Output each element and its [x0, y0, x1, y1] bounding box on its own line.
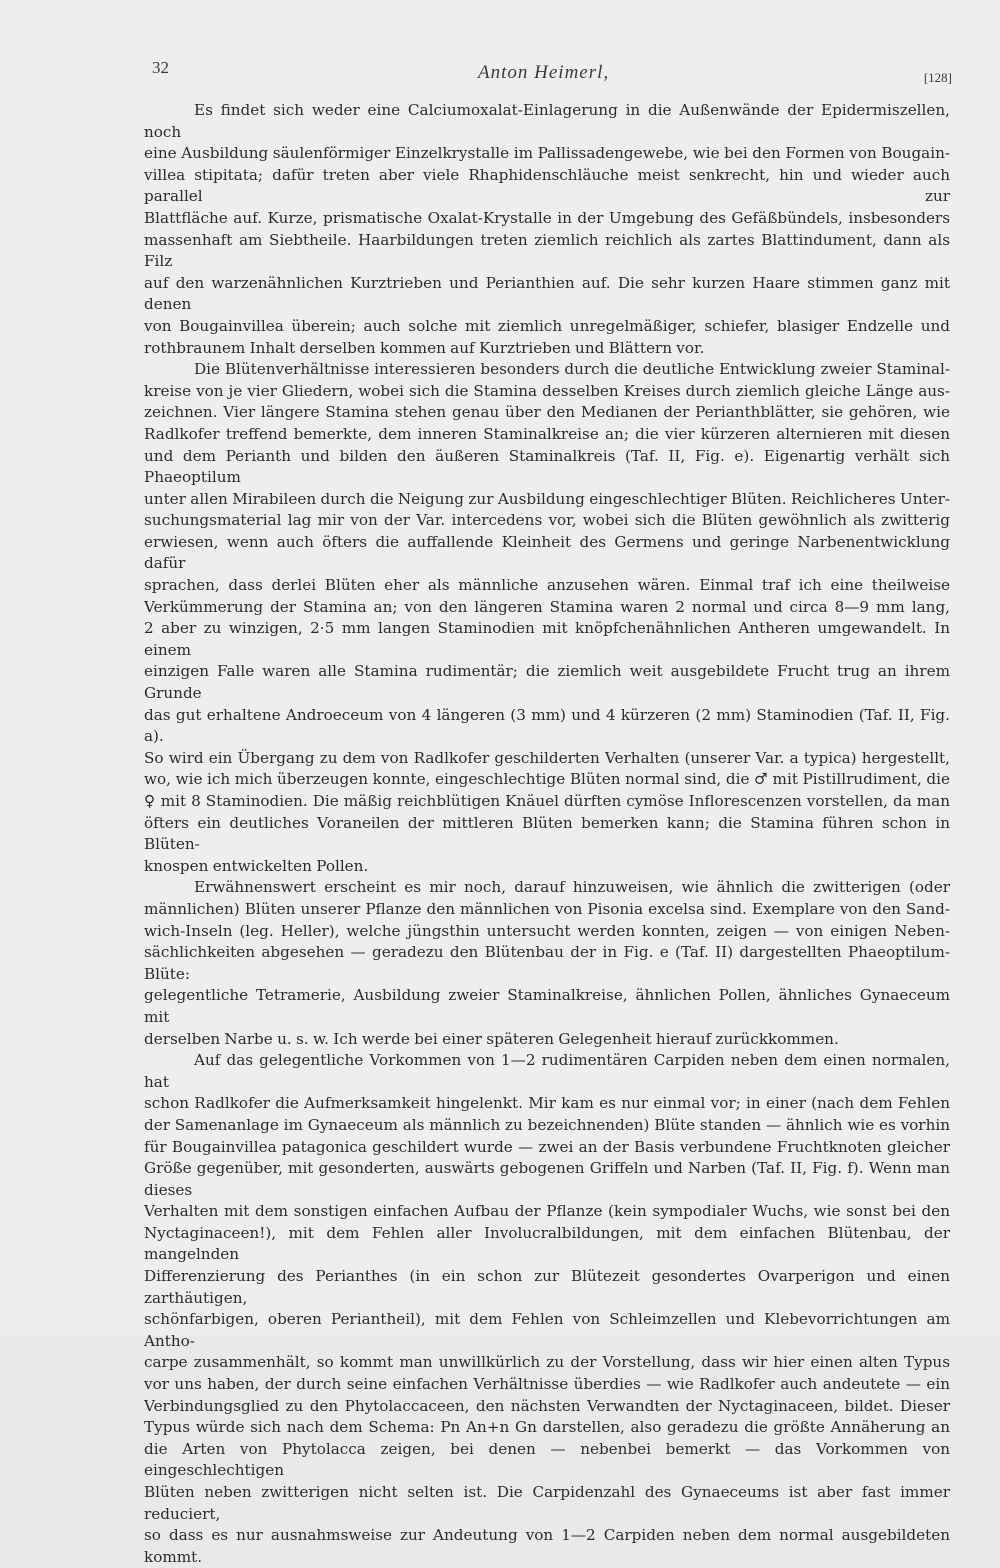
body-text	[144, 100, 950, 1568]
paragraph-4	[144, 1050, 950, 1568]
text-line: das gut erhaltene Androeceum von 4 längeren (3 mm) und 4 kürzeren (2 mm) Staminodien (Taf. II, Fig. a).	[144, 705, 950, 746]
text-line: carpe zusammenhält, so kommt man unwillkürlich zu der Vorstellung, dass wir hier einen alten Typus	[144, 1353, 950, 1372]
running-head-author: Anton Heimerl,	[478, 62, 610, 83]
text-line: Blattfläche auf. Kurze, prismatische Oxalat-Krystalle in der Umgebung des Gefäßbündels, insbesonders	[144, 208, 950, 227]
text-line: für Bougainvillea patagonica geschildert wurde — zwei an der Basis verbundene Fruchtknoten gleicher	[144, 1137, 950, 1156]
paragraph-3	[144, 877, 950, 1050]
text-line: rothbraunem Inhalt derselben kommen auf Kurztrieben und Blättern vor.	[144, 338, 705, 357]
text-line: eine Ausbildung säulenförmiger Einzelkrystalle im Pallissadengewebe, wie bei den Formen von Bougain-	[144, 144, 950, 163]
text-line: die Arten von Phytolacca zeigen, bei denen — nebenbei bemerkt — das Vorkommen von eingeschlechtigen	[144, 1439, 950, 1480]
text-line: ♀ mit 8 Staminodien. Die mäßig reichblütigen Knäuel dürften cymöse Inflorescenzen vorstellen, da man	[144, 792, 950, 810]
text-line: der Samenanlage im Gynaeceum als männlich zu bezeichnenden) Blüte standen — ähnlich wie es vorhin	[144, 1115, 950, 1134]
text-line: und dem Perianth und bilden den äußeren Staminalkreis (Taf. II, Fig. e). Eigenartig verhält sich Phaeoptilum	[144, 446, 950, 487]
text-line: 2 aber zu winzigen, 2·5 mm langen Staminodien mit knöpfchenähnlichen Antheren umgewandelt. In einem	[144, 619, 950, 659]
text-line: Es findet sich weder eine Calciumoxalat-Einlagerung in die Außenwände der Epidermiszellen, noch	[144, 101, 950, 141]
text-line: Auf das gelegentliche Vorkommen von 1—2 rudimentären Carpiden neben dem einen normalen, hat	[144, 1051, 950, 1091]
text-line: erwiesen, wenn auch öfters die auffallende Kleinheit des Germens und geringe Narbenentwicklung dafür	[144, 532, 950, 573]
text-line: Nyctaginaceen!), mit dem Fehlen aller Involucralbildungen, mit dem einfachen Blütenbau, der mangelnden	[144, 1223, 950, 1264]
text-line: sprachen, dass derlei Blüten eher als männliche anzusehen wären. Einmal traf ich eine theilweise	[144, 576, 950, 595]
text-line: wich-Inseln (leg. Heller), welche jüngsthin untersucht werden konnten, zeigen — von einigen Neben-	[144, 921, 950, 940]
text-line: so dass es nur ausnahmsweise zur Andeutung von 1—2 Carpiden neben dem normal ausgebildeten kommt.	[144, 1526, 950, 1566]
text-line: Die Blütenverhältnisse interessieren besonders durch die deutliche Entwicklung zweier Staminal-	[194, 360, 950, 379]
text-line: schon Radlkofer die Aufmerksamkeit hingelenkt. Mir kam es nur einmal vor; in einer (nach dem Fehlen	[144, 1094, 950, 1113]
text-line: villea stipitata; dafür treten aber viele Rhaphidenschläuche meist senkrecht, hin und wieder auch parallel zur	[144, 165, 950, 206]
paragraph-2	[144, 359, 950, 877]
text-line: Größe gegenüber, mit gesonderten, auswärts gebogenen Griffeln und Narben (Taf. II, Fig. f). Wenn man dieses	[144, 1159, 950, 1199]
text-line: Verkümmerung der Stamina an; von den längeren Stamina waren 2 normal und circa 8—9 mm lang,	[144, 597, 950, 616]
text-line: Typus würde sich nach dem Schema: Pn An+n Gn darstellen, also geradezu die größte Annäherung an	[144, 1418, 950, 1437]
text-line: Erwähnenswert erscheint es mir noch, darauf hinzuweisen, wie ähnlich die zwitterigen (oder	[194, 878, 950, 897]
text-line: Differenzierung des Perianthes (in ein schon zur Blütezeit gesondertes Ovarperigon und einen zarthäutigen,	[144, 1267, 950, 1307]
text-line: Radlkofer treffend bemerkte, dem inneren Staminalkreise an; die vier kürzeren alternieren mit diesen	[144, 424, 950, 443]
text-line: männlichen) Blüten unserer Pflanze den männlichen von Pisonia excelsa sind. Exemplare von den Sand-	[144, 899, 950, 918]
text-line: So wird ein Übergang zu dem von Radlkofer geschilderten Verhalten (unserer Var. a typica) hergestellt,	[144, 748, 950, 767]
text-line: von Bougainvillea überein; auch solche mit ziemlich unregelmäßiger, schiefer, blasiger Endzelle und	[144, 316, 950, 335]
text-line: vor uns haben, der durch seine einfachen Verhältnisse überdies — wie Radlkofer auch andeutete — ein	[144, 1375, 950, 1394]
text-line: Verhalten mit dem sonstigen einfachen Aufbau der Pflanze (kein sympodialer Wuchs, wie sonst bei den	[144, 1202, 950, 1221]
text-line: knospen entwickelten Pollen.	[144, 856, 369, 875]
text-line: derselben Narbe u. s. w. Ich werde bei einer späteren Gelegenheit hierauf zurückkommen.	[144, 1029, 839, 1048]
page-header	[140, 58, 952, 88]
text-line: öfters ein deutliches Voraneilen der mittleren Blüten bemerken kann; die Stamina führen schon in Blüten-	[144, 813, 950, 854]
text-line: Blüten neben zwitterigen nicht selten ist. Die Carpidenzahl des Gynaeceums ist aber fast immer reduciert,	[144, 1483, 950, 1523]
text-line: massenhaft am Siebtheile. Haarbildungen treten ziemlich reichlich als zartes Blattindument, dann als Filz	[144, 230, 950, 271]
text-line: kreise von je vier Gliedern, wobei sich die Stamina desselben Kreises durch ziemlich gleiche Länge aus-	[144, 381, 950, 400]
text-line: zeichnen. Vier längere Stamina stehen genau über den Medianen der Perianthblätter, sie gehören, wie	[144, 403, 950, 422]
text-line: suchungsmaterial lag mir von der Var. intercedens vor, wobei sich die Blüten gewöhnlich als zwitterig	[144, 511, 950, 530]
text-line: Verbindungsglied zu den Phytolaccaceen, den nächsten Verwandten der Nyctaginaceen, bildet. Dieser	[144, 1396, 950, 1415]
text-line: schönfarbigen, oberen Periantheil), mit dem Fehlen von Schleimzellen und Klebevorrichtungen am Antho-	[144, 1310, 950, 1350]
paragraph-1	[144, 100, 950, 359]
text-line: unter allen Mirabileen durch die Neigung zur Ausbildung eingeschlechtiger Blüten. Reichlicheres Unter-	[144, 489, 950, 508]
text-line: auf den warzenähnlichen Kurztrieben und Perianthien auf. Die sehr kurzen Haare stimmen ganz mit denen	[144, 273, 950, 314]
text-line: einzigen Falle waren alle Stamina rudimentär; die ziemlich weit ausgebildete Frucht trug an ihrem Grunde	[144, 662, 950, 703]
text-line: gelegentliche Tetramerie, Ausbildung zweier Staminalkreise, ähnlichen Pollen, ähnliches Gynaeceum mit	[144, 986, 950, 1026]
original-page-signature: [128]	[923, 70, 952, 85]
page-number: 32	[152, 58, 169, 77]
text-line: sächlichkeiten abgesehen — geradezu den Blütenbau der in Fig. e (Taf. II) dargestellten Phaeoptilum-Blüte:	[144, 943, 950, 983]
text-line: wo, wie ich mich überzeugen konnte, eingeschlechtige Blüten normal sind, die ♂ mit Pistillrudiment, die	[144, 770, 950, 789]
